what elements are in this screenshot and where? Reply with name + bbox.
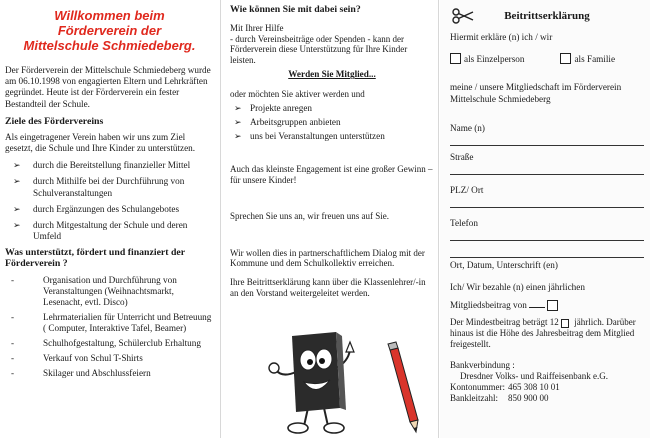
fee-input[interactable]: [529, 299, 545, 308]
goal-item: ➢ durch Ergänzungen des Schulangebotes: [13, 203, 180, 214]
title-line-2: Förderverein der: [57, 23, 162, 38]
phone-field[interactable]: Telefon: [450, 218, 644, 243]
single-label: als Einzelperson: [464, 53, 525, 64]
column-welcome: [0, 0, 220, 438]
pay-line: Ich/ Wir bezahle (n) einen jährlichen: [450, 281, 585, 292]
form-title: Beitrittserklärung: [450, 10, 644, 22]
dash-bullet-icon: -: [11, 275, 15, 286]
goals-list: [5, 160, 214, 242]
family-label: als Familie: [574, 53, 616, 64]
book-mascot-icon: [269, 332, 354, 433]
column-membership-form: [440, 0, 650, 438]
dialog-text: Wir wollen dies in partnerschaftlichem Dialog mit der Kommune und dem Schulkollektiv erreichen.: [230, 247, 425, 269]
support-list: [5, 275, 214, 379]
dash-bullet-icon: -: [11, 338, 15, 349]
support-heading: Was unterstützt, fördert und finanziert der Förderverein ?: [5, 247, 185, 270]
support-item: - Verkauf von Schul T-Shirts: [11, 353, 143, 364]
or-line: oder möchten Sie aktiver werden und: [230, 89, 365, 100]
membership-text: meine / unsere Mitgliedschaft im Förderverein Mittelschule Schmiedeberg: [450, 82, 622, 104]
arrow-bullet-icon: ➢: [13, 220, 21, 231]
goals-intro: Als eingetragener Verein haben wir uns zum Ziel gesetzt, die Schule und Ihre Kinder zu unterstützen.: [5, 131, 196, 154]
arrow-bullet-icon: ➢: [13, 160, 21, 171]
name-field[interactable]: Name (n): [450, 123, 644, 148]
help-line: Mit Ihrer Hilfe: [230, 23, 284, 33]
option-item: ➢ Arbeitsgruppen anbieten: [234, 116, 341, 127]
arrow-bullet-icon: ➢: [13, 176, 21, 187]
declare-text: Hiermit erkläre (n) ich / wir: [450, 32, 553, 42]
dash-bullet-icon: -: [11, 312, 15, 323]
participate-heading: Wie können Sie mit dabei sein?: [230, 4, 361, 15]
fee-box: [561, 319, 569, 328]
book-mascot-illustration: [262, 322, 442, 438]
support-item: - Organisation und Durchführung von Veranstaltungen (Weihnachtsmarkt, Lesenacht, evtl. Disco): [11, 275, 177, 308]
forward-text: Ihre Beitrittserklärung kann über die Klassenlehrer/-in an den Vorstand weitergeleitet werden.: [230, 276, 426, 298]
signature-label: Ort, Datum, Unterschrift (en): [450, 260, 558, 271]
arrow-bullet-icon: ➢: [13, 203, 21, 214]
options-list: [230, 102, 434, 142]
street-field[interactable]: Straße: [450, 152, 644, 177]
intro-text: Der Förderverein der Mittelschule Schmiedeberg wurde am 06.10.1998 von engagierten Eltern und Lehrkräften gegründet. Heute ist der Förderverein ein fester Bestandteil der Schule.: [5, 65, 211, 109]
option-item: ➢ Projekte anregen: [234, 102, 312, 113]
support-item: - Lehrmaterialien für Unterricht und Betreuung ( Computer, Interaktive Tafel, Beamer): [11, 312, 212, 334]
goals-heading: Ziele des Fördervereins: [5, 115, 104, 127]
contact-text: Sprechen Sie uns an, wir freuen uns auf Sie.: [230, 211, 389, 222]
goal-item: ➢ durch Mithilfe bei der Durchführung von Schulveranstaltungen: [13, 176, 185, 198]
engagement-text: Auch das kleinste Engagement ist eine großer Gewinn – für unsere Kinder!: [230, 163, 433, 185]
title-line-3: Mittelschule Schmiedeberg.: [23, 38, 196, 53]
fee-row: Mitgliedsbeitrag von: [450, 299, 644, 311]
member-cta: Werden Sie Mitglied...: [288, 69, 376, 80]
goal-item: ➢ durch die Bereitstellung finanzieller Mittel: [13, 160, 191, 171]
membership-type-row: [450, 53, 644, 64]
dash-bullet-icon: -: [11, 353, 15, 364]
option-item: ➢ uns bei Veranstaltungen unterstützen: [234, 130, 385, 141]
zip-city-field[interactable]: PLZ/ Ort: [450, 185, 644, 210]
scissors-icon: [452, 8, 474, 24]
goal-item: ➢ durch Mitgestaltung der Schule und deren Umfeld: [13, 220, 188, 242]
signature-line[interactable]: [450, 257, 644, 258]
single-checkbox[interactable]: [450, 53, 461, 64]
fold-line-1: [220, 0, 221, 438]
family-checkbox[interactable]: [560, 53, 571, 64]
welcome-title: [5, 8, 214, 53]
support-item: - Skilager und Abschlussfeiern: [11, 368, 151, 379]
help-detail: - durch Vereinsbeiträge oder Spenden - kann der Förderverein diese Unterstützung für Ihre Kinder leisten.: [230, 33, 408, 65]
min-fee-text: Der Mindestbeitrag beträgt 12 jährlich. Darüber hinaus ist die Höhe des Jahresbeitrag dem Mitglied freigestellt.: [450, 317, 636, 350]
title-line-1: Willkommen beim: [54, 8, 165, 23]
dash-bullet-icon: -: [11, 368, 15, 379]
bank-info: Bankverbindung : Dresdner Volks- und Raiffeisenbank e.G. Kontonummer: 465 308 10 01 Bankleitzahl: 850 900 00: [450, 360, 608, 404]
pencil-icon: [388, 342, 418, 432]
support-item: - Schulhofgestaltung, Schülerclub Erhaltung: [11, 338, 201, 349]
arrow-bullet-icon: ➢: [234, 116, 242, 127]
fee-checkbox[interactable]: [547, 300, 558, 311]
arrow-bullet-icon: ➢: [234, 102, 242, 113]
arrow-bullet-icon: ➢: [234, 130, 242, 141]
